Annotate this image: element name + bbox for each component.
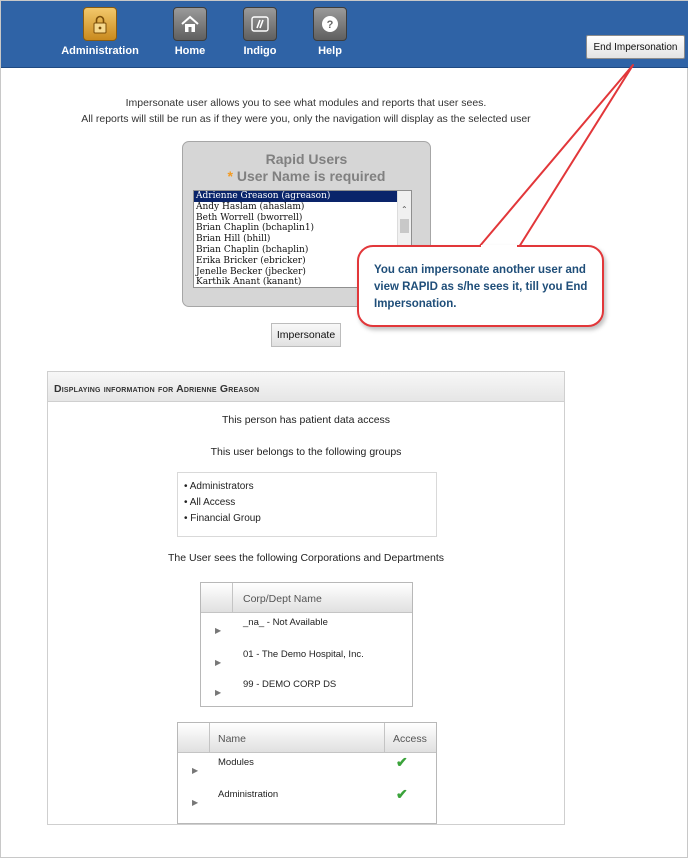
nav-help-label: Help: [318, 45, 342, 57]
group-item: • All Access: [184, 495, 436, 511]
scroll-up-icon[interactable]: ⌃: [401, 205, 408, 214]
check-icon: ✔: [396, 754, 408, 770]
expand-arrow-icon[interactable]: ▶: [192, 766, 199, 775]
name-column-header[interactable]: Name: [218, 733, 247, 745]
group-item: • Administrators: [184, 479, 436, 495]
expand-arrow-icon[interactable]: ▶: [215, 626, 222, 635]
user-option[interactable]: Beth Worrell (bworrell): [196, 212, 303, 223]
check-icon: ✔: [396, 786, 408, 802]
expand-arrow-icon[interactable]: ▶: [192, 798, 199, 807]
group-item: • Financial Group: [184, 511, 436, 527]
corp-row-name: 99 - DEMO CORP DS: [243, 679, 337, 690]
groups-list: [177, 472, 437, 537]
user-option[interactable]: Andy Haslam (ahaslam): [196, 201, 305, 212]
user-option[interactable]: Karthik Anant (kanant): [196, 277, 302, 288]
corp-row-name: 01 - The Demo Hospital, Inc.: [243, 649, 364, 660]
nav-home-label: Home: [174, 45, 206, 57]
access-grid: [177, 722, 437, 824]
corp-row-name: _na_ - Not Available: [243, 617, 328, 628]
impersonate-button[interactable]: Impersonate: [271, 323, 341, 347]
user-option[interactable]: Brian Hill (bhill): [196, 234, 271, 245]
corp-grid-header: [201, 583, 412, 613]
user-option[interactable]: Jenelle Becker (jbecker): [196, 266, 306, 277]
callout-pointer-cover: [1, 1, 688, 331]
corp-dept-grid: [200, 582, 413, 707]
access-row-name: Modules: [218, 757, 254, 768]
corp-dept-column-header[interactable]: Corp/Dept Name: [243, 593, 322, 605]
user-info-panel: [47, 371, 565, 825]
nav-indigo-label: Indigo: [243, 45, 277, 57]
callout-text: You can impersonate another user and view RAPID as s/he sees it, till you End Impersonation.: [374, 264, 588, 310]
expand-arrow-icon[interactable]: ▶: [215, 658, 222, 667]
user-option[interactable]: Adrienne Greason (agreason): [194, 191, 412, 202]
user-option[interactable]: Erika Bricker (ebricker): [196, 255, 306, 266]
user-option[interactable]: Brian Chaplin (bchaplin): [196, 244, 309, 255]
nav-administration-label: Administration: [61, 45, 139, 57]
patient-access-text: This person has patient data access: [221, 414, 391, 426]
access-row-name: Administration: [218, 789, 279, 800]
end-impersonation-button[interactable]: End Impersonation: [586, 35, 685, 59]
rapid-users-title: Rapid Users: [265, 151, 348, 167]
intro-line-2: All reports will still be run as if they were you, only the navigation will display as the selected user: [81, 113, 531, 125]
required-label: User Name is required: [236, 168, 386, 184]
info-panel-header: Displaying information for Adrienne Greason: [48, 372, 564, 402]
groups-intro-text: This user belongs to the following groups: [210, 446, 402, 458]
corp-intro-text: The User sees the following Corporations and Departments: [167, 552, 445, 564]
user-option[interactable]: Brian Chaplin (bchaplin1): [196, 223, 315, 234]
svg-text:?: ?: [326, 19, 334, 31]
expand-arrow-icon[interactable]: ▶: [215, 688, 222, 697]
required-star: *: [227, 168, 233, 184]
access-grid-header: [178, 723, 436, 753]
intro-line-1: Impersonate user allows you to see what modules and reports that user sees.: [125, 97, 487, 109]
access-column-header[interactable]: Access: [393, 733, 427, 745]
